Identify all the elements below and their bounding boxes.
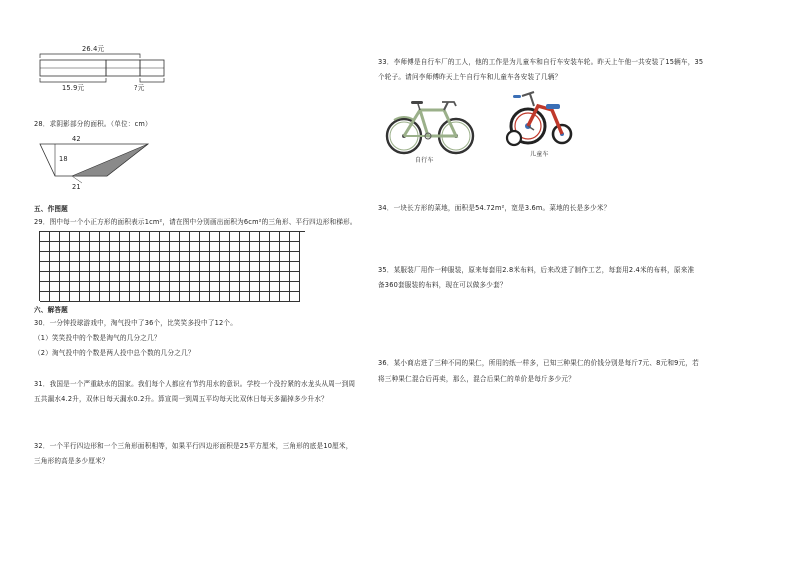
grid-cell[interactable] [140, 242, 150, 252]
grid-cell[interactable] [170, 282, 180, 292]
grid-cell[interactable] [100, 242, 110, 252]
grid-cell[interactable] [210, 252, 220, 262]
grid-cell[interactable] [250, 232, 260, 242]
grid-cell[interactable] [210, 262, 220, 272]
bicycle-caption: 自行车 [415, 157, 434, 164]
grid-cell[interactable] [150, 232, 160, 242]
q28-top-label: 42 [72, 135, 81, 143]
grid-cell[interactable] [240, 242, 250, 252]
grid-cell[interactable] [220, 282, 230, 292]
grid-cell[interactable] [250, 282, 260, 292]
grid-cell[interactable] [50, 252, 60, 262]
grid-cell[interactable] [160, 282, 170, 292]
grid-cell[interactable] [220, 242, 230, 252]
grid-cell[interactable] [110, 262, 120, 272]
grid-cell[interactable] [150, 282, 160, 292]
grid-cell[interactable] [50, 292, 60, 302]
grid-cell[interactable] [200, 272, 210, 282]
grid-cell[interactable] [90, 252, 100, 262]
grid-cell[interactable] [120, 262, 130, 272]
grid-cell[interactable] [100, 262, 110, 272]
grid-cell[interactable] [40, 252, 50, 262]
grid-cell[interactable] [170, 272, 180, 282]
grid-cell[interactable] [120, 292, 130, 302]
bicycle-image [384, 96, 476, 158]
question-36-line-1: 36．某小商店进了三种不同的果仁，所用的纸一样多，已知三种果仁的价钱分别是每斤7元、8元和9元，若 [378, 359, 699, 367]
grid-row [40, 232, 305, 242]
grid-cell[interactable] [290, 292, 300, 302]
grid-cell[interactable] [270, 262, 280, 272]
grid-cell[interactable] [40, 282, 50, 292]
grid-cell[interactable] [70, 262, 80, 272]
grid-cell[interactable] [250, 262, 260, 272]
grid-cell[interactable] [260, 252, 270, 262]
grid-cell[interactable] [210, 242, 220, 252]
grid-cell[interactable] [260, 272, 270, 282]
grid-cell[interactable] [290, 262, 300, 272]
grid-cell[interactable] [170, 242, 180, 252]
grid-cell[interactable] [160, 242, 170, 252]
grid-cell[interactable] [250, 272, 260, 282]
grid-cell[interactable] [70, 252, 80, 262]
q29-square-grid[interactable] [39, 231, 305, 301]
grid-cell[interactable] [260, 232, 270, 242]
bar-diagram [34, 52, 174, 92]
question-32-line-1: 32．一个平行四边形和一个三角形面积相等，如果平行四边形面积是25平方厘米，三角形的底是10厘米， [34, 442, 353, 450]
grid-cell[interactable] [180, 232, 190, 242]
grid-row [40, 272, 305, 282]
grid-cell[interactable] [270, 232, 280, 242]
q28-bottom-label: 21 [72, 183, 81, 191]
grid-cell[interactable] [190, 272, 200, 282]
grid-cell[interactable] [90, 282, 100, 292]
grid-cell[interactable] [40, 242, 50, 252]
grid-cell[interactable] [200, 282, 210, 292]
grid-cell[interactable] [280, 252, 290, 262]
grid-cell[interactable] [180, 272, 190, 282]
grid-cell[interactable] [110, 272, 120, 282]
q28-trapezoid-figure [34, 143, 154, 193]
grid-cell[interactable] [270, 242, 280, 252]
grid-cell[interactable] [190, 242, 200, 252]
grid-cell[interactable] [130, 252, 140, 262]
grid-cell[interactable] [280, 292, 290, 302]
grid-cell[interactable] [180, 292, 190, 302]
grid-cell[interactable] [200, 292, 210, 302]
section-5-title: 五、作图题 [34, 205, 68, 213]
grid-cell[interactable] [230, 252, 240, 262]
grid-cell[interactable] [200, 252, 210, 262]
question-30: 30．一分钟投球游戏中，淘气投中了36个，比笑笑多投中了12个。 [34, 319, 238, 327]
grid-cell[interactable] [190, 252, 200, 262]
grid-cell[interactable] [250, 292, 260, 302]
grid-cell[interactable] [90, 242, 100, 252]
grid-cell[interactable] [120, 242, 130, 252]
grid-cell[interactable] [280, 262, 290, 272]
grid-cell[interactable] [250, 242, 260, 252]
grid-cell[interactable] [210, 272, 220, 282]
grid-cell[interactable] [80, 282, 90, 292]
question-34: 34．一块长方形的菜地，面积是54.72m²，宽是3.6m。菜地的长是多少米？ [378, 204, 611, 212]
grid-cell[interactable] [140, 282, 150, 292]
question-30-part-1: （1）笑笑投中的个数是淘气的几分之几？ [34, 334, 161, 342]
grid-row [40, 262, 305, 272]
grid-cell[interactable] [80, 252, 90, 262]
grid-cell[interactable] [60, 292, 70, 302]
grid-cell[interactable] [60, 232, 70, 242]
grid-cell[interactable] [100, 292, 110, 302]
grid-cell[interactable] [240, 262, 250, 272]
grid-cell[interactable] [230, 232, 240, 242]
grid-cell[interactable] [90, 232, 100, 242]
grid-cell[interactable] [130, 282, 140, 292]
grid-cell[interactable] [220, 292, 230, 302]
grid-cell[interactable] [140, 272, 150, 282]
grid-cell[interactable] [50, 232, 60, 242]
grid-cell[interactable] [250, 252, 260, 262]
grid-cell[interactable] [110, 292, 120, 302]
question-30-part-2: （2）淘气投中的个数是两人投中总个数的几分之几？ [34, 349, 195, 357]
question-36-line-2: 将三种果仁混合后再卖，那么，混合后果仁的单价是每斤多少元？ [378, 375, 576, 383]
grid-cell[interactable] [80, 292, 90, 302]
grid-cell[interactable] [240, 232, 250, 242]
question-33-line-1: 33．李师傅是自行车厂的工人，他的工作是为儿童车和自行车安装车轮。昨天上午他一共安装了15辆车，35 [378, 58, 704, 66]
grid-cell[interactable] [220, 232, 230, 242]
grid-cell[interactable] [120, 272, 130, 282]
grid-cell[interactable] [170, 232, 180, 242]
grid-cell[interactable] [290, 282, 300, 292]
grid-cell[interactable] [260, 242, 270, 252]
grid-cell[interactable] [100, 232, 110, 242]
grid-cell[interactable] [260, 292, 270, 302]
question-35-line-2: 备360套服装的布料，现在可以做多少套？ [378, 281, 507, 289]
grid-cell[interactable] [100, 272, 110, 282]
grid-cell[interactable] [80, 242, 90, 252]
grid-cell[interactable] [110, 232, 120, 242]
grid-cell[interactable] [80, 232, 90, 242]
grid-cell[interactable] [150, 242, 160, 252]
grid-cell[interactable] [110, 282, 120, 292]
question-31-line-2: 五共漏水4.2升，双休日每天漏水0.2升。算宣周一到周五平均每天比双休日每天多漏掉多少升水？ [34, 395, 328, 403]
question-33-line-2: 个轮子。请问李师傅昨天上午自行车和儿童车各安装了几辆？ [378, 73, 562, 81]
grid-cell[interactable] [70, 292, 80, 302]
grid-cell[interactable] [140, 262, 150, 272]
grid-cell[interactable] [150, 292, 160, 302]
grid-cell[interactable] [60, 252, 70, 262]
grid-cell[interactable] [190, 282, 200, 292]
grid-cell[interactable] [260, 282, 270, 292]
grid-cell[interactable] [60, 262, 70, 272]
grid-cell[interactable] [100, 252, 110, 262]
question-32-line-2: 三角形的高是多少厘米？ [34, 457, 109, 465]
grid-cell[interactable] [280, 232, 290, 242]
grid-cell[interactable] [280, 272, 290, 282]
grid-cell[interactable] [170, 262, 180, 272]
grid-cell[interactable] [110, 252, 120, 262]
grid-cell[interactable] [210, 292, 220, 302]
grid-cell[interactable] [190, 262, 200, 272]
grid-cell[interactable] [100, 282, 110, 292]
grid-cell[interactable] [220, 272, 230, 282]
tricycle-caption: 儿童车 [530, 151, 549, 158]
grid-cell[interactable] [50, 282, 60, 292]
grid-cell[interactable] [60, 282, 70, 292]
grid-cell[interactable] [230, 272, 240, 282]
grid-cell[interactable] [160, 232, 170, 242]
grid-cell[interactable] [270, 272, 280, 282]
grid-cell[interactable] [170, 252, 180, 262]
grid-cell[interactable] [40, 292, 50, 302]
grid-cell[interactable] [150, 252, 160, 262]
grid-cell[interactable] [210, 282, 220, 292]
grid-cell[interactable] [180, 282, 190, 292]
grid-cell[interactable] [290, 242, 300, 252]
grid-cell[interactable] [160, 262, 170, 272]
grid-cell[interactable] [230, 292, 240, 302]
question-31-line-1: 31．我国是一个严重缺水的国家。我们每个人都应有节约用水的意识。学校一个没拧紧的水龙头从周一到周 [34, 380, 356, 388]
grid-cell[interactable] [200, 262, 210, 272]
bar-bottom-left-label: 15.9元 [62, 84, 85, 92]
grid-cell[interactable] [50, 262, 60, 272]
grid-cell[interactable] [160, 272, 170, 282]
grid-cell[interactable] [290, 272, 300, 282]
grid-cell[interactable] [160, 292, 170, 302]
grid-cell[interactable] [80, 272, 90, 282]
grid-cell[interactable] [130, 272, 140, 282]
bar-bottom-right-label: ?元 [134, 84, 145, 92]
grid-cell[interactable] [140, 252, 150, 262]
grid-cell[interactable] [280, 242, 290, 252]
grid-cell[interactable] [270, 252, 280, 262]
grid-cell[interactable] [70, 272, 80, 282]
grid-cell[interactable] [270, 292, 280, 302]
grid-cell[interactable] [240, 252, 250, 262]
grid-cell[interactable] [260, 262, 270, 272]
grid-cell[interactable] [130, 292, 140, 302]
grid-cell[interactable] [220, 252, 230, 262]
section-6-title: 六、解答题 [34, 306, 68, 314]
grid-cell[interactable] [180, 242, 190, 252]
grid-cell[interactable] [40, 232, 50, 242]
grid-cell[interactable] [140, 232, 150, 242]
grid-cell[interactable] [120, 282, 130, 292]
grid-cell[interactable] [190, 232, 200, 242]
grid-cell[interactable] [90, 272, 100, 282]
grid-row [40, 242, 305, 252]
grid-cell[interactable] [240, 272, 250, 282]
grid-cell[interactable] [140, 292, 150, 302]
grid-cell[interactable] [180, 252, 190, 262]
grid-cell[interactable] [70, 242, 80, 252]
grid-cell[interactable] [200, 232, 210, 242]
grid-row [40, 292, 305, 302]
grid-cell[interactable] [40, 262, 50, 272]
grid-cell[interactable] [230, 242, 240, 252]
grid-cell[interactable] [190, 292, 200, 302]
q28-side-label: 18 [59, 155, 68, 163]
question-35-line-1: 35．某服装厂用作一种服装，原来每套用2.8米布料，后来改进了制作工艺，每套用2.4米的布料，原来准 [378, 266, 695, 274]
grid-cell[interactable] [60, 272, 70, 282]
grid-cell[interactable] [50, 272, 60, 282]
bar-top-label: 26.4元 [82, 45, 105, 53]
grid-cell[interactable] [240, 292, 250, 302]
tricycle-image [504, 88, 578, 150]
grid-cell[interactable] [70, 282, 80, 292]
question-29: 29．图中每一个小正方形的面积表示1cm²，请在图中分别画出面积为6cm²的三角形、平行四边形和梯形。 [34, 218, 357, 226]
grid-cell[interactable] [290, 232, 300, 242]
grid-cell[interactable] [130, 262, 140, 272]
grid-cell[interactable] [200, 242, 210, 252]
grid-row [40, 282, 305, 292]
grid-cell[interactable] [290, 252, 300, 262]
grid-cell[interactable] [40, 272, 50, 282]
grid-cell[interactable] [280, 282, 290, 292]
grid-cell[interactable] [240, 282, 250, 292]
grid-cell[interactable] [120, 232, 130, 242]
question-28: 28．求阴影部分的面积。（单位：cm） [34, 120, 152, 128]
grid-cell[interactable] [160, 252, 170, 262]
grid-cell[interactable] [230, 262, 240, 272]
grid-cell[interactable] [90, 292, 100, 302]
grid-cell[interactable] [150, 272, 160, 282]
grid-cell[interactable] [150, 262, 160, 272]
grid-cell[interactable] [90, 262, 100, 272]
grid-cell[interactable] [50, 242, 60, 252]
grid-cell[interactable] [230, 282, 240, 292]
grid-cell[interactable] [170, 292, 180, 302]
grid-cell[interactable] [130, 242, 140, 252]
grid-cell[interactable] [180, 262, 190, 272]
grid-cell[interactable] [110, 242, 120, 252]
grid-row [40, 252, 305, 262]
grid-cell[interactable] [220, 262, 230, 272]
grid-cell[interactable] [70, 232, 80, 242]
grid-cell[interactable] [80, 262, 90, 272]
grid-cell[interactable] [210, 232, 220, 242]
grid-cell[interactable] [60, 242, 70, 252]
grid-cell[interactable] [270, 282, 280, 292]
grid-cell[interactable] [130, 232, 140, 242]
grid-cell[interactable] [120, 252, 130, 262]
